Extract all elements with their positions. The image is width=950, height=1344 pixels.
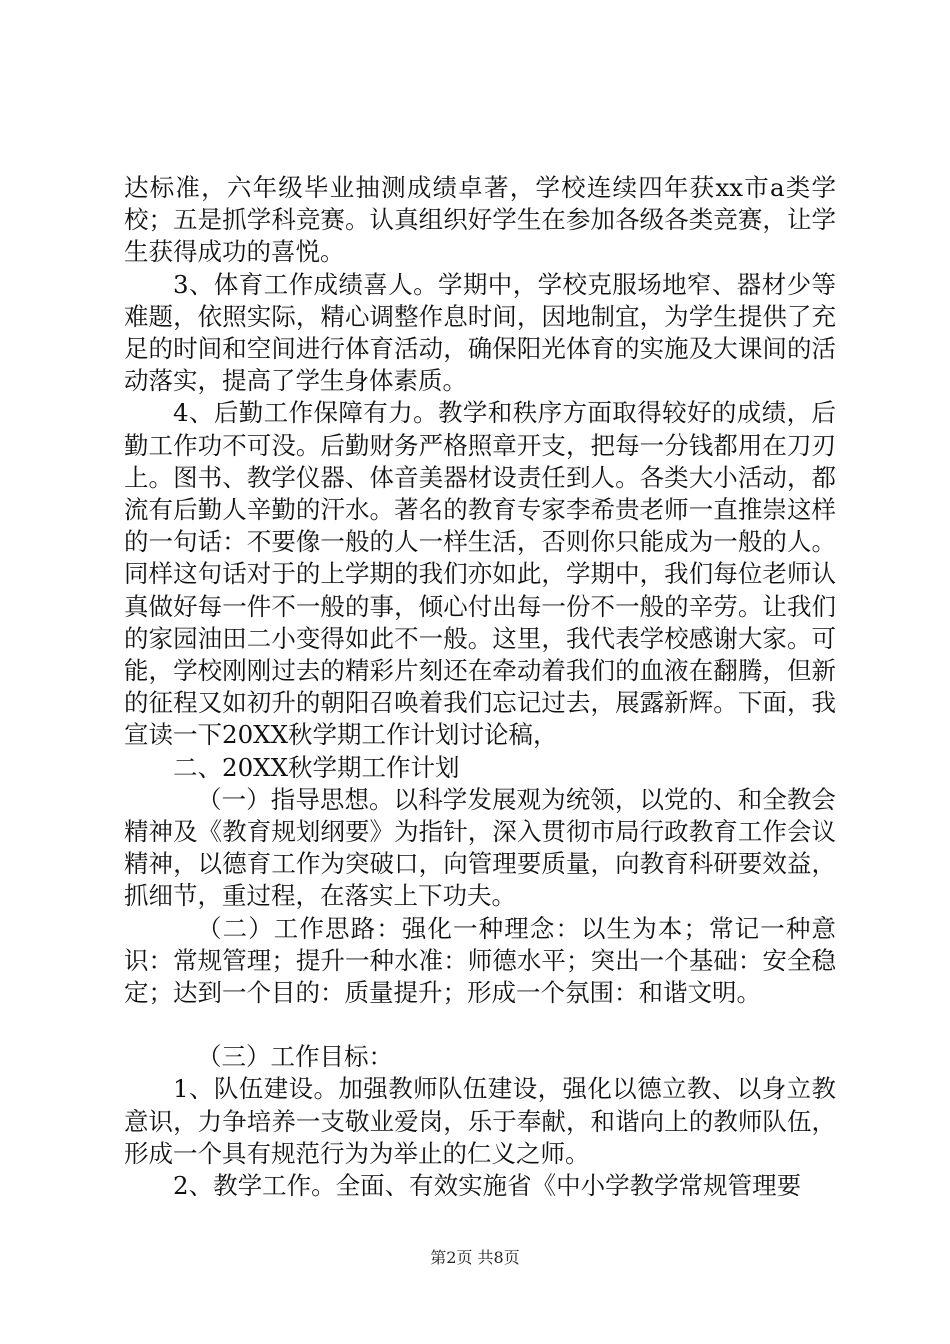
- paragraph-teaching-work: 2、教学工作。全面、有效实施省《中小学教学常规管理要: [173, 1171, 802, 1201]
- paragraph-logistics-work: 4、后勤工作保障有力。教学和秩序方面取得较好的成绩，后勤工作功不可没。后勤财务严格照章开支，把每一分钱都用在刀刃上。图书、教学仪器、体音美器材设责任到人。各类大小活动，都流有后勤人辛勤的汗水。著名的教育专家李希贵老师一直推崇这样的一句话：不要像一般的人一样生活，否则你只能成为一般的人。同样这句话对于的上学期的我们亦如此，学期中，我们每位老师认真做好每一件不一般的事，倾心付出每一份不一般的辛劳。让我们的家园油田二小变得如此不一般。这里，我代表学校感谢大家。可能，学校刚刚过去的精彩片刻还在牵动着我们的血液在翻腾，但新的征程又如初升的朝阳召唤着我们忘记过去，展露新辉。下面，我宣读一下20XX秋学期工作计划讨论稿，: [124, 398, 836, 750]
- page-number-footer: 第2页 共8页: [430, 1248, 520, 1267]
- subheading-work-goals: （三）工作目标：: [197, 1042, 393, 1072]
- paragraph-guiding-thought: （一）指导思想。以科学发展观为统领，以党的、和全教会精神及《教育规划纲要》为指针，深入贯彻市局行政教育工作会议精神，以德育工作为突破口，向管理要质量，向教育科研要效益，抓细节，重过程，在落实上下功夫。: [124, 784, 836, 911]
- document-body: [124, 172, 836, 1202]
- paragraph-continuation: 达标准，六年级毕业抽测成绩卓著，学校连续四年获xx市a类学校；五是抓学科竞赛。认真组织好学生在参加各级各类竞赛，让学生获得成功的喜悦。: [124, 173, 836, 267]
- section-heading-work-plan: 二、20XX秋学期工作计划: [173, 752, 460, 782]
- paragraph-sports-work: 3、体育工作成绩喜人。学期中，学校克服场地窄、器材少等难题，依照实际，精心调整作息时间，因地制宜，为学生提供了充足的时间和空间进行体育活动，确保阳光体育的实施及大课间的活动落实，提高了学生身体素质。: [124, 269, 836, 396]
- paragraph-team-building: 1、队伍建设。加强教师队伍建设，强化以德立教、以身立教意识，力争培养一支敬业爱岗，乐于奉献，和谐向上的教师队伍，形成一个具有规范行为为举止的仁义之师。: [124, 1074, 836, 1168]
- paragraph-work-ideas: （二）工作思路：强化一种理念：以生为本；常记一种意识：常规管理；提升一种水准：师德水平；突出一个基础：安全稳定；达到一个目的：质量提升；形成一个氛围：和谐文明。: [124, 913, 836, 1008]
